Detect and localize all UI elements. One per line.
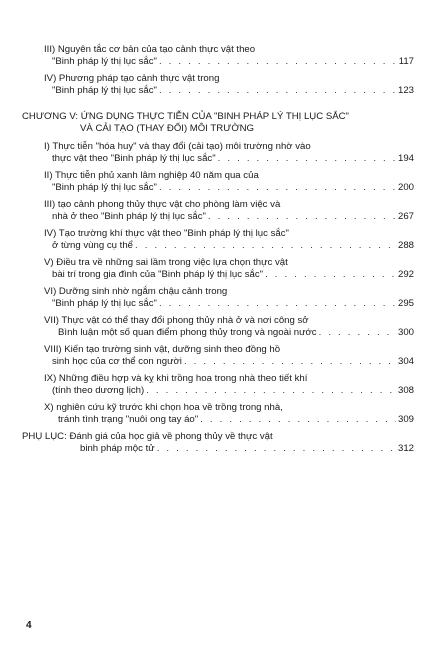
toc-page-number: 308	[397, 385, 414, 396]
chapter-title-line1: CHƯƠNG V: ỨNG DỤNG THỰC TIỄN CỦA "BINH PHÁP LÝ THỊ LỤC SẮC"	[22, 111, 349, 122]
toc-entry	[22, 286, 414, 310]
toc-page-number: 200	[397, 182, 414, 193]
dot-leader	[135, 240, 396, 252]
chapter-title-line2: VÀ CẢI TẠO (THAY ĐỔI) MÔI TRƯỜNG	[80, 123, 255, 134]
toc-page-number: 304	[397, 356, 414, 367]
dot-leader	[200, 414, 396, 426]
toc-entry-title: III) tạo cảnh phong thủy thực vật cho phòng làm việc và	[44, 199, 281, 210]
toc-page-number: 292	[397, 269, 414, 280]
dot-leader	[159, 298, 396, 310]
toc-entry-subtitle: "Binh pháp lý thị lục sắc"	[52, 182, 157, 193]
toc-entry-title: IV) Tạo trường khí thực vật theo "Binh pháp lý thị lục sắc"	[44, 228, 289, 239]
dot-leader	[159, 85, 396, 97]
toc-entry-subtitle: ở từng vùng cụ thể	[52, 240, 133, 251]
toc-entry-title: IV) Phương pháp tạo cảnh thực vật trong	[44, 73, 220, 84]
toc-entry-subtitle: "Binh pháp lý thị lục sắc"	[52, 85, 157, 96]
dot-leader	[208, 211, 396, 223]
toc-entry	[22, 73, 414, 97]
toc-entry-subtitle: "Binh pháp lý thị lục sắc"	[52, 56, 157, 67]
toc-page-number: 309	[397, 414, 414, 425]
toc-entry-title: III) Nguyên tắc cơ bản của tạo cảnh thực vật theo	[44, 44, 256, 55]
toc-page-number: 312	[397, 443, 414, 454]
table-of-contents	[22, 44, 414, 455]
toc-entry	[22, 344, 414, 368]
toc-entry	[22, 315, 414, 339]
dot-leader	[159, 182, 396, 194]
dot-leader	[146, 385, 396, 397]
toc-page-number: 117	[398, 56, 414, 67]
toc-entry-title: VIII) Kiến tạo trường sinh vật, dưỡng sinh theo đồng hồ	[44, 344, 281, 355]
page-number: 4	[26, 620, 32, 631]
toc-appendix-entry	[22, 431, 414, 455]
toc-entry-subtitle: bài trí trong gia đình của "Binh pháp lý thị lục sắc"	[52, 269, 264, 280]
toc-page-number: 295	[397, 298, 414, 309]
toc-entry-title: V) Điều tra về những sai lầm trong việc lựa chọn thực vật	[44, 257, 288, 268]
toc-entry-subtitle: nhà ở theo "Binh pháp lý thị lục sắc"	[52, 211, 206, 222]
dot-leader	[319, 327, 396, 339]
toc-entry-title: VI) Dưỡng sinh nhờ ngắm chậu cảnh trong	[44, 286, 228, 297]
toc-entry-subtitle: thực vật theo "Binh pháp lý thị lục sắc"	[52, 153, 216, 164]
toc-page-number: 194	[397, 153, 414, 164]
toc-page-number: 123	[397, 85, 414, 96]
toc-entry	[22, 199, 414, 223]
toc-entry	[22, 257, 414, 281]
toc-entry-title: I) Thực tiễn "hóa huy" và thay đổi (cải tạo) môi trường nhờ vào	[44, 141, 311, 152]
chapter-heading	[22, 111, 414, 135]
dot-leader	[218, 153, 396, 165]
toc-entry	[22, 402, 414, 426]
toc-appendix-subtitle: binh pháp mộc tử	[80, 443, 155, 454]
dot-leader	[265, 269, 396, 281]
toc-page-number: 288	[397, 240, 414, 251]
toc-entry-subtitle: sinh học của cơ thể con người	[52, 356, 182, 367]
toc-entry	[22, 228, 414, 252]
toc-entry-subtitle: tránh tình trạng "nuôi ong tay áo"	[58, 414, 199, 425]
toc-entry-subtitle: Bình luận một số quan điểm phong thủy trong và ngoài nước	[58, 327, 317, 338]
toc-entry-subtitle: "Binh pháp lý thị lục sắc"	[52, 298, 157, 309]
toc-page-number: 300	[397, 327, 414, 338]
toc-entry-title: VII) Thực vật có thể thay đổi phong thủy nhà ở và nơi công sở	[44, 315, 309, 326]
toc-entry	[22, 141, 414, 165]
toc-entry-title: IX) Những điều hợp và kỵ khi trồng hoa trong nhà theo tiết khí	[44, 373, 308, 384]
toc-entry-title: II) Thực tiễn phủ xanh lâm nghiệp 40 năm qua của	[44, 170, 259, 181]
toc-appendix-title: PHỤ LỤC: Đánh giá của học giả về phong thủy về thực vật	[22, 431, 273, 442]
dot-leader	[184, 356, 396, 368]
toc-entry	[22, 373, 414, 397]
dot-leader	[159, 56, 397, 68]
dot-leader	[157, 443, 396, 455]
toc-entry	[22, 44, 414, 68]
toc-entry-subtitle: (tính theo dương lịch)	[52, 385, 145, 396]
toc-page-number: 267	[397, 211, 414, 222]
toc-entry-title: X) nghiên cứu kỹ trước khi chọn hoa về trồng trong nhà,	[44, 402, 283, 413]
toc-entry	[22, 170, 414, 194]
